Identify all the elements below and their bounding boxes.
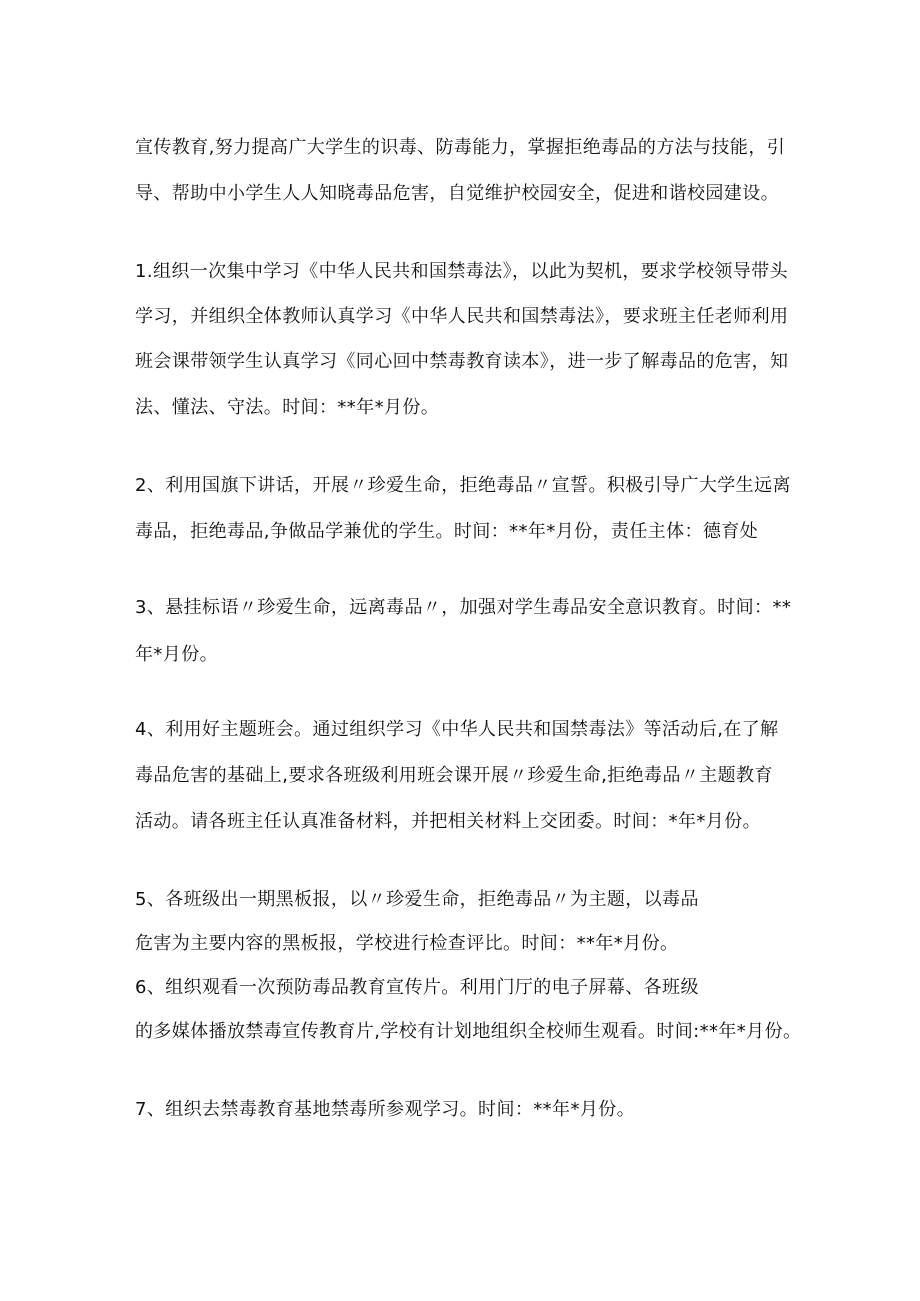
item-4-line: 毒品危害的基础上,要求各班级利用班会课开展〃珍爱生命,拒绝毒品〃主题教育 bbox=[135, 765, 773, 786]
item-1-line: 班会课带领学生认真学习《同心回中禁毒教育读本》，进一步了解毒品的危害，知 bbox=[135, 351, 789, 372]
item-1-line: 学习，并组织全体教师认真学习《中华人民共和国禁毒法》，要求班主任老师利用 bbox=[135, 306, 789, 327]
item-7-line: 7、组织去禁毒教育基地禁毒所参观学习。时间：**年*月份。 bbox=[135, 1099, 636, 1120]
item-2-line: 毒品，拒绝毒品,争做品学兼优的学生。时间：**年*月份，责任主体：德育处 bbox=[135, 521, 759, 542]
item-2-line: 2、利用国旗下讲话，开展〃珍爱生命，拒绝毒品〃宣誓。积极引导广大学生远离 bbox=[135, 475, 791, 496]
item-1-line: 法、懂法、守法。时间：**年*月份。 bbox=[135, 397, 440, 418]
item-6-line: 6、组织观看一次预防毒品教育宣传片。利用门厅的电子屏幕、各班级 bbox=[135, 977, 699, 998]
item-1-line: 1.组织一次集中学习《中华人民共和国禁毒法》，以此为契机，要求学校领导带头 bbox=[135, 261, 788, 282]
intro-line: 宣传教育,努力提高广大学生的识毒、防毒能力，掌握拒绝毒品的方法与技能，引 bbox=[135, 137, 786, 158]
item-4-line: 活动。请各班主任认真准备材料，并把相关材料上交团委。时间：*年*月份。 bbox=[135, 811, 761, 832]
item-3-line: 3、悬挂标语〃珍爱生命，远离毒品〃，加强对学生毒品安全意识教育。时间：** bbox=[135, 597, 792, 618]
item-6-line: 的多媒体播放禁毒宣传教育片,学校有计划地组织全校师生观看。时间:**年*月份。 bbox=[135, 1021, 802, 1042]
item-3-line: 年*月份。 bbox=[135, 644, 218, 665]
intro-line: 导、帮助中小学生人人知晓毒品危害，自觉维护校园安全，促进和谐校园建设。 bbox=[135, 183, 779, 204]
item-5-line: 5、各班级出一期黑板报，以〃珍爱生命，拒绝毒品〃为主题，以毒品 bbox=[135, 889, 699, 910]
item-4-line: 4、利用好主题班会。通过组织学习《中华人民共和国禁毒法》等活动后,在了解 bbox=[135, 719, 779, 740]
item-5-line: 危害为主要内容的黑板报，学校进行检查评比。时间：**年*月份。 bbox=[135, 933, 679, 954]
